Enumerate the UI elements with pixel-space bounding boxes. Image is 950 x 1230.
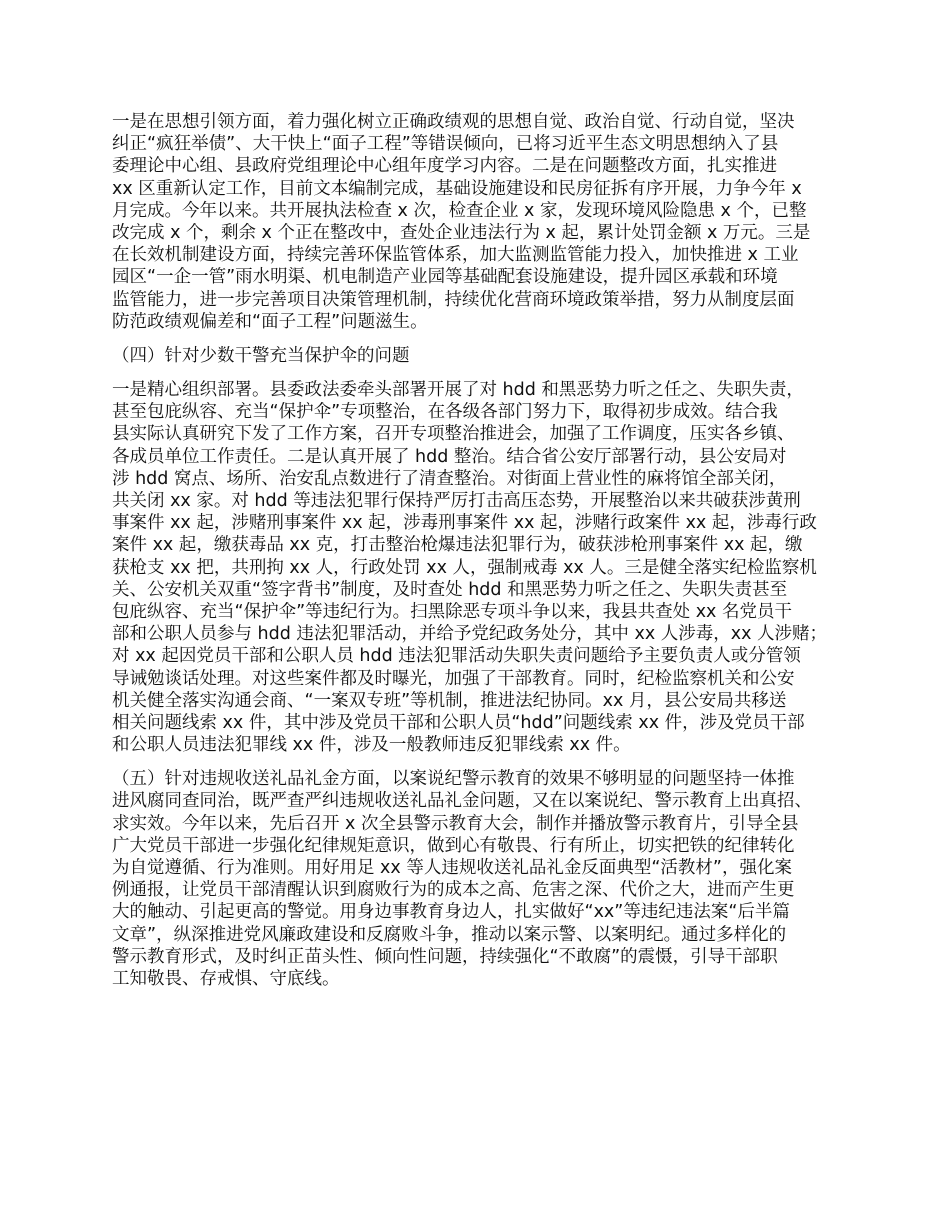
text-line: 委理论中心组、县政府党组理论中心组年度学习内容。二是在问题整改方面，扎实推进 xyxy=(112,156,777,177)
text-line: 防范政绩观偏差和“面子工程”问题滋生。 xyxy=(112,311,428,332)
document-page xyxy=(112,111,847,990)
text-line: 甚至包庇纵容、充当“保护伞”专项整治，在各级各部门努力下，取得初步成效。结合我 xyxy=(112,402,778,423)
text-line: 改完成 x 个，剩余 x 个正在整改中，查处企业违法行为 x 起，累计处罚金额 x 万元。三是 xyxy=(112,222,811,243)
text-line: 月完成。今年以来。共开展执法检查 x 次，检查企业 x 家，发现环境风险隐患 x 个，已整 xyxy=(112,200,807,221)
text-line: 共关闭 xx 家。对 hdd 等违法犯罪行保持严厉打击高压态势，开展整治以来共破获涉黄刑 xyxy=(112,491,801,511)
text-line: 县实际认真研究下发了工作方案，召开专项整治推进会，加强了工作调度，压实各乡镇、 xyxy=(112,424,795,445)
text-line: 关、公安机关双重“签字背书”制度，及时查处 hdd 和黑恶势力听之任之、失职失责甚至 xyxy=(112,579,788,600)
text-line: 获枪支 xx 把，共刑拘 xx 人，行政处罚 xx 人，强制戒毒 xx 人。三是健全落实纪检监察机 xyxy=(112,557,817,578)
text-line: xx 区重新认定工作，目前文本编制完成，基础设施建设和民房征拆有序开展，力争今年 x xyxy=(112,178,802,199)
text-line: 进风腐同查同治，既严查严纠违规收送礼品礼金问题，又在以案说纪、警示教育上出真招、 xyxy=(112,791,812,812)
paragraph-environment xyxy=(112,111,847,333)
text-line: 一是在思想引领方面，着力强化树立正确政绩观的思想自觉、政治自觉、行动自觉，坚决 xyxy=(112,112,795,132)
text-line: 工知敬畏、存戒惧、守底线。 xyxy=(112,968,340,989)
text-line: 案件 xx 起，缴获毒品 xx 克，打击整治枪爆违法犯罪行为，破获涉枪刑事案件 xx 起，缴 xyxy=(112,535,803,556)
text-line: 事案件 xx 起，涉赌刑事案件 xx 起，涉毒刑事案件 xx 起，涉赌行政案件 xx 起，涉毒行政 xyxy=(112,513,817,534)
text-line: 部和公职人员参与 hdd 违法犯罪活动，并给予党纪政务处分，其中 xx 人涉毒，xx 人涉赌； xyxy=(112,624,828,645)
heading-text: （四）针对少数干警充当保护伞的问题 xyxy=(112,345,410,366)
text-line: 为自觉遵循、行为准则。用好用足 xx 等人违规收送礼品礼金反面典型“活教材”，强化案 xyxy=(112,858,792,878)
text-line: 警示教育形式，及时纠正苗头性、倾向性问题，持续强化“不敢腐”的震慑，引导干部职 xyxy=(112,946,778,967)
text-line: 导诫勉谈话处理。对这些案件都及时曝光，加强了干部教育。同时，纪检监察机关和公安 xyxy=(112,668,795,689)
text-line: 广大党员干部进一步强化纪律规矩意识，做到心有敬畏、行有所止，切实把铁的纪律转化 xyxy=(112,835,795,856)
text-line: 相关问题线索 xx 件，其中涉及党员干部和公职人员“hdd”问题线索 xx 件，涉及党员干部 xyxy=(112,712,805,733)
text-line: （五）针对违规收送礼品礼金方面，以案说纪警示教育的效果不够明显的问题坚持一体推 xyxy=(112,769,795,790)
text-line: 各成员单位工作责任。二是认真开展了 hdd 整治。结合省公安厅部署行动，县公安局对 xyxy=(112,446,787,467)
text-line: 和公职人员违法犯罪线 xx 件，涉及一般教师违反犯罪线索 xx 件。 xyxy=(112,735,631,756)
text-line: 求实效。今年以来，先后召开 x 次全县警示教育大会，制作并播放警示教育片，引导全县 xyxy=(112,813,799,834)
text-line: 纠正“疯狂举债”、大干快上“面子工程”等错误倾向，已将习近平生态文明思想纳入了县 xyxy=(112,134,779,155)
paragraph-gifts-warning-education xyxy=(112,768,847,990)
paragraph-protective-umbrella xyxy=(112,379,847,756)
text-line: 对 xx 起因党员干部和公职人员 hdd 违法犯罪活动失职失责问题给予主要负责人或分管领 xyxy=(112,646,801,667)
text-line: 一是精心组织部署。县委政法委牵头部署开展了对 hdd 和黑恶势力听之任之、失职失责， xyxy=(112,380,804,401)
text-line: 在长效机制建设方面，持续完善环保监管体系，加大监测监管能力投入，加快推进 x 工业 xyxy=(112,245,799,266)
text-line: 监管能力，进一步完善项目决策管理机制，持续优化营商环境政策举措，努力从制度层面 xyxy=(112,289,795,310)
text-line: 园区“一企一管”雨水明渠、机电制造产业园等基础配套设施建设，提升园区承载和环境 xyxy=(112,267,778,288)
text-line: 文章”，纵深推进党风廉政建设和反腐败斗争，推动以案示警、以案明纪。通过多样化的 xyxy=(112,924,787,945)
text-line: 包庇纵容、充当“保护伞”等违纪行为。扫黑除恶专项斗争以来，我县共查处 xx 名党员干 xyxy=(112,601,792,622)
text-line: 涉 hdd 窝点、场所、治安乱点数进行了清查整治。对街面上营业性的麻将馆全部关闭， xyxy=(112,468,787,489)
text-line: 大的触动、引起更高的警觉。用身边事教育身边人，扎实做好“xx”等违纪违法案“后半篇 xyxy=(112,902,790,923)
text-line: 机关健全落实沟通会商、“一案双专班”等机制，推进法纪协同。xx 月，县公安局共移送 xyxy=(112,690,787,711)
text-line: 例通报，让党员干部清醒认识到腐败行为的成本之高、危害之深、代价之大，进而产生更 xyxy=(112,880,795,901)
section-heading-4 xyxy=(112,345,847,367)
